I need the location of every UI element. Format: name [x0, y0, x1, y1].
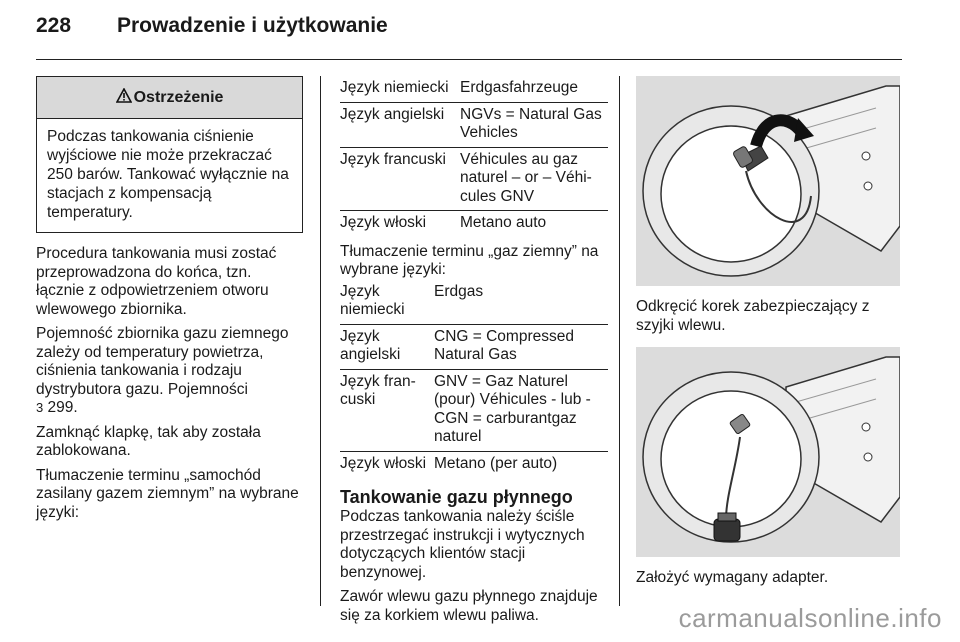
illustration-adapter — [636, 347, 900, 557]
warning-text: Podczas tankowania ciśnienie wyjściowe nie może przekraczać 250 barów. Tankować wyłącznie na stacjach z kompensacją temperatury. — [47, 128, 289, 221]
paragraph: Podczas tankowania należy ściśle przestrzegać instrukcji i wytycznych dotyczących klientów stacji benzynowej. — [340, 508, 585, 581]
table-cell-language: Język włoski — [340, 454, 427, 472]
column-right — [636, 76, 902, 588]
table-cell-term: NGVs = Natural Gas Vehicles — [460, 105, 602, 141]
vehicle-term-table — [340, 76, 608, 237]
warning-header — [37, 77, 302, 119]
table-row — [340, 211, 608, 237]
table-row — [340, 147, 608, 211]
illustration-remove-cap — [636, 76, 900, 286]
table-row — [340, 369, 608, 451]
table-cell-language: Język angielski — [340, 105, 445, 123]
paragraph — [36, 325, 303, 418]
table-row — [340, 76, 608, 102]
section-heading: Tankowanie gazu płynnego — [340, 487, 573, 507]
paragraph-text: Pojemność zbiornika gazu ziemnego zależy od temperatury powietrza, ciśnienia tankowania i rodzaju dystrybutora gazu. Pojemności — [36, 325, 289, 398]
table-cell-language: Język niemiecki — [340, 79, 449, 96]
table-cell-language: Język francuski — [340, 150, 446, 168]
table-cell-term: Erdgasfahrzeuge — [460, 79, 579, 96]
column-left — [36, 76, 303, 522]
watermark: carmanualsonline.info — [678, 603, 942, 633]
page-title: Prowadzenie i użytkowanie — [117, 14, 388, 37]
table-row — [340, 102, 608, 147]
header-divider — [36, 59, 902, 60]
caption: Odkręcić korek zabezpieczający z szyjki wlewu. — [636, 298, 870, 334]
table-cell-term: Metano (per auto) — [434, 454, 558, 472]
fuel-flap-open-icon — [636, 76, 900, 286]
table-cell-term: GNV = Gaz Naturel (pour) Véhicules - lub - CGN = carburantgaz naturel — [434, 372, 591, 445]
page-ref-link[interactable]: 299. — [47, 399, 78, 416]
table-cell-language: Język angielski — [340, 327, 401, 363]
warning-box — [36, 76, 303, 233]
table-cell-term: CNG = Compressed Natural Gas — [434, 327, 574, 363]
paragraph: Tłumaczenie terminu „gaz ziemny” na wybrane języki: — [340, 242, 599, 278]
caption: Założyć wymagany adapter. — [636, 569, 829, 586]
table-cell-language: Język fran-cuski — [340, 372, 416, 408]
table-cell-term: Metano auto — [460, 214, 547, 231]
paragraph: Tłumaczenie terminu „samochód zasilany gazem ziemnym” na wybrane języki: — [36, 466, 299, 521]
gas-term-table — [340, 280, 608, 478]
paragraph: Procedura tankowania musi zostać przeprowadzona do końca, tzn. łącznie z odpowietrzeniem otworu wlewowego zbiornika. — [36, 245, 277, 318]
table-cell-term: Erdgas — [434, 282, 484, 300]
fuel-adapter-icon — [636, 347, 900, 557]
table-row — [340, 451, 608, 477]
column-divider — [619, 76, 620, 606]
warning-title: Ostrzeżenie — [133, 88, 224, 106]
page-number: 228 — [36, 14, 72, 37]
warning-triangle-icon — [116, 88, 132, 108]
table-cell-term: Véhicules au gaz naturel – or – Véhi-cules GNV — [460, 150, 592, 205]
column-divider — [320, 76, 321, 606]
page-ref-arrow-icon: 3 — [36, 400, 44, 415]
table-row — [340, 280, 608, 325]
table-cell-language: Język włoski — [340, 214, 427, 231]
column-middle — [340, 76, 608, 625]
table-row — [340, 324, 608, 369]
table-cell-language: Język niemiecki — [340, 282, 405, 318]
paragraph: Zawór wlewu gazu płynnego znajduje się za korkiem wlewu paliwa. — [340, 588, 598, 624]
paragraph: Zamknąć klapkę, tak aby została zablokowana. — [36, 423, 261, 459]
